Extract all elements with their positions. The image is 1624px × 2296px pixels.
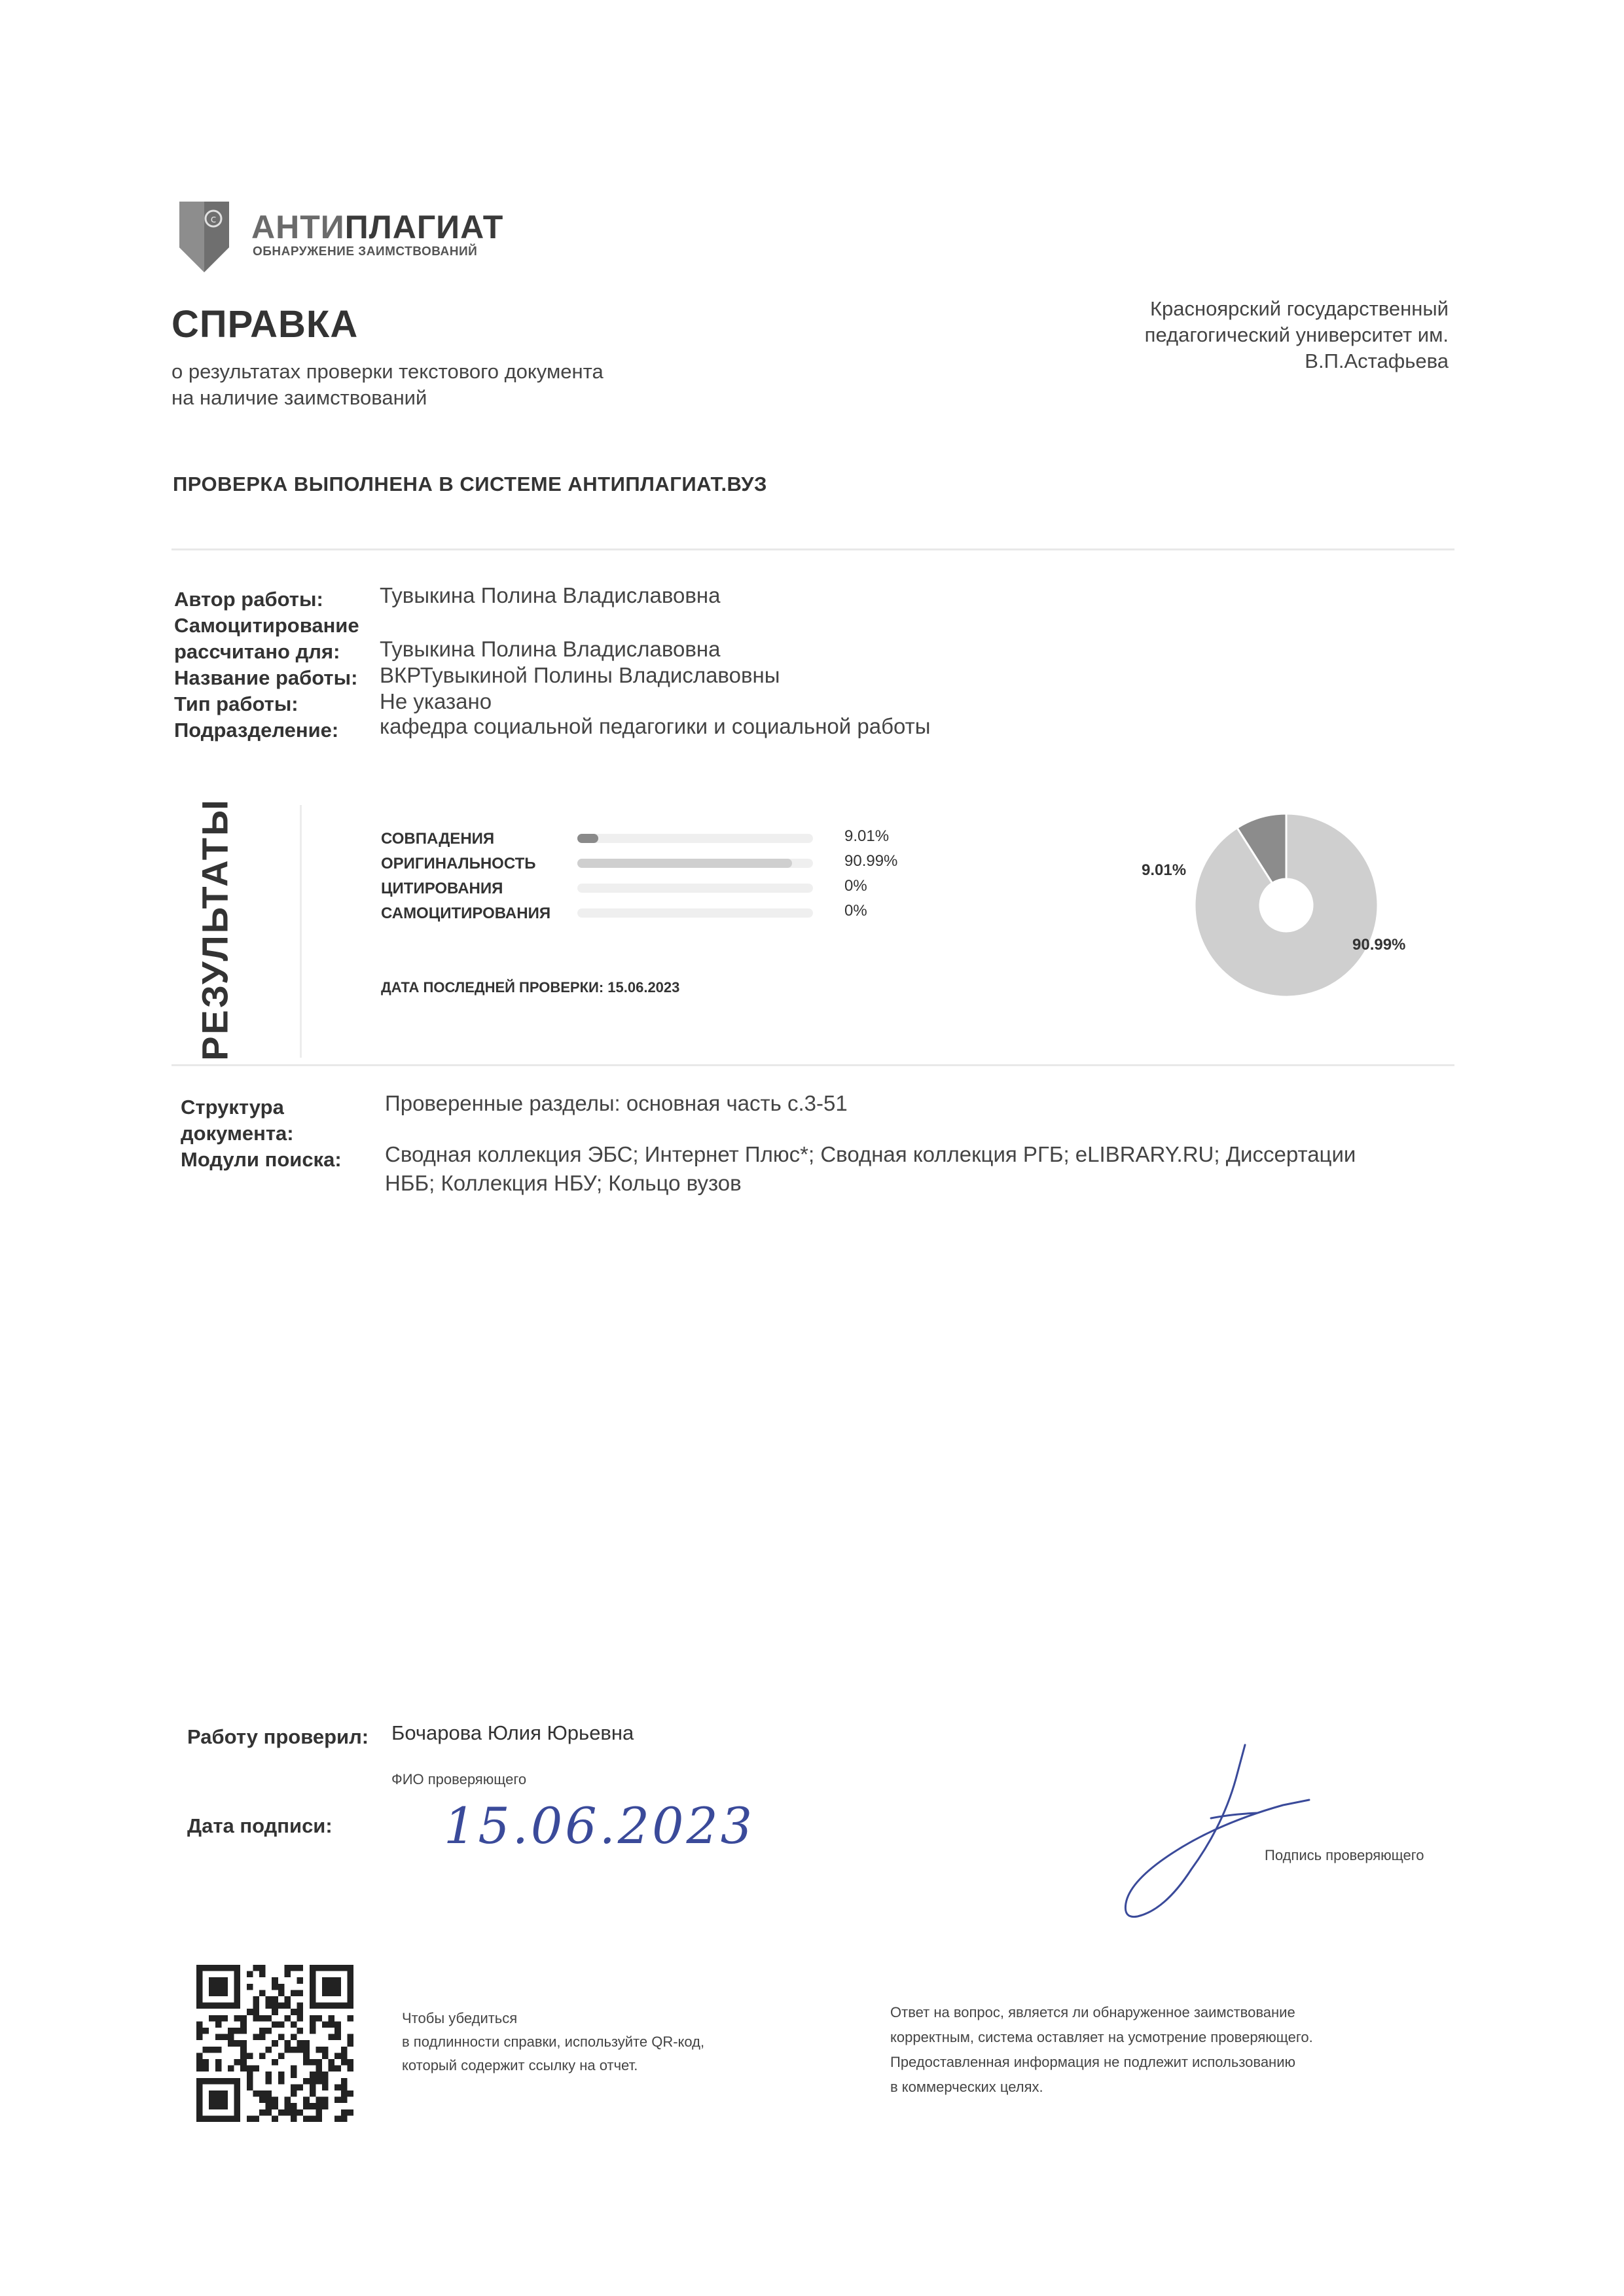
result-label-matches: СОВПАДЕНИЯ [381, 830, 495, 848]
result-bar-fill-matches [577, 834, 598, 843]
signature-caption: Подпись проверяющего [1265, 1847, 1424, 1863]
modules-line: НББ; Коллекция НБУ; Кольцо вузов [385, 1171, 742, 1195]
result-bar-originality [577, 859, 813, 868]
verification-qr-code[interactable] [196, 1965, 353, 2122]
organization-name [977, 296, 1449, 374]
fio-caption: ФИО проверяющего [391, 1771, 527, 1787]
qr-note [402, 2007, 860, 2077]
qr-note-line: который содержит ссылку на отчет. [402, 2057, 638, 2073]
modules-label: Модули поиска: [181, 1148, 342, 1171]
organization-line: В.П.Астафьева [1305, 350, 1449, 372]
brand-name [251, 208, 503, 246]
work-type-label: Тип работы: [174, 692, 298, 715]
disclaimer-line: Предоставленная информация не подлежит использованию [890, 2054, 1295, 2070]
results-donut-chart [1191, 810, 1381, 1000]
handwritten-date-text: 15.06.2023 [444, 1797, 755, 1855]
document-subtitle [171, 359, 761, 411]
checker-name: Бочарова Юлия Юрьевна [391, 1721, 634, 1744]
subtitle-line: на наличие заимствований [171, 386, 427, 409]
result-value-matches: 9.01% [844, 827, 890, 845]
brand-tagline: ОБНАРУЖЕНИЕ ЗАИМСТВОВАНИЙ [253, 245, 478, 259]
disclaimer [890, 2000, 1479, 2100]
result-bar-matches [577, 834, 813, 843]
department-value: кафедра социальной педагогики и социальной работы [380, 714, 931, 738]
document-title: СПРАВКА [171, 303, 359, 346]
result-value-citations: 0% [844, 877, 867, 895]
pie-label-matches: 9.01% [1142, 861, 1187, 879]
result-bar-citations [577, 884, 813, 893]
brand-name-bold: ПЛАГИАТ [344, 209, 504, 245]
author-value: Тувыкина Полина Владиславовна [380, 583, 721, 607]
results-separator [300, 805, 302, 1058]
divider [171, 548, 1454, 550]
author-label: Автор работы: [174, 588, 323, 611]
signature-mark [1067, 1741, 1316, 1931]
result-label-originality: ОРИГИНАЛЬНОСТЬ [381, 855, 536, 872]
result-label-selfcitations: САМОЦИТИРОВАНИЯ [381, 905, 551, 922]
work-title-label: Название работы: [174, 666, 358, 689]
modules-line: Сводная коллекция ЭБС; Интернет Плюс*; Сводная коллекция РГБ; eLIBRARY.RU; Диссертации [385, 1142, 1356, 1166]
brand-name-light: АНТИ [251, 209, 345, 245]
last-check-date: ДАТА ПОСЛЕДНЕЙ ПРОВЕРКИ: 15.06.2023 [381, 979, 680, 996]
qr-note-line: в подлинности справки, используйте QR-код, [402, 2034, 705, 2050]
disclaimer-line: в коммерческих целях. [890, 2079, 1043, 2095]
structure-value: Проверенные разделы: основная часть с.3-51 [385, 1091, 848, 1115]
structure-label: документа: [181, 1122, 294, 1145]
disclaimer-line: Ответ на вопрос, является ли обнаруженное заимствование [890, 2004, 1295, 2020]
qr-note-line: Чтобы убедиться [402, 2010, 518, 2026]
selfcite-label: Самоцитирование [174, 614, 359, 637]
subtitle-line: о результатах проверки текстового документа [171, 360, 604, 383]
disclaimer-line: корректным, система оставляет на усмотрение проверяющего. [890, 2029, 1313, 2045]
results-heading: РЕЗУЛЬТАТЫ [194, 798, 236, 1061]
organization-line: педагогический университет им. [1144, 323, 1449, 346]
handwritten-date [437, 1793, 778, 1859]
system-note: ПРОВЕРКА ВЫПОЛНЕНА В СИСТЕМЕ АНТИПЛАГИАТ.ВУЗ [173, 473, 767, 495]
selfcite-label: рассчитано для: [174, 640, 340, 663]
selfcite-value: Тувыкина Полина Владиславовна [380, 637, 721, 661]
organization-line: Красноярский государственный [1149, 297, 1449, 320]
svg-text:c: c [210, 213, 217, 225]
pie-slice-original [1195, 814, 1378, 997]
divider [171, 1064, 1454, 1066]
antiplagiat-logo-icon [177, 196, 232, 275]
pie-label-original: 90.99% [1352, 936, 1406, 954]
checked-by-label: Работу проверил: [187, 1725, 369, 1748]
structure-label: Структура [181, 1096, 284, 1119]
result-value-originality: 90.99% [844, 852, 898, 870]
modules-value [385, 1140, 1445, 1198]
work-title-value: ВКРТувыкиной Полины Владиславовны [380, 663, 780, 687]
result-label-citations: ЦИТИРОВАНИЯ [381, 880, 503, 897]
result-value-selfcitations: 0% [844, 902, 867, 920]
sign-date-label: Дата подписи: [187, 1814, 333, 1837]
work-type-value: Не указано [380, 689, 492, 713]
result-bar-fill-originality [577, 859, 792, 868]
department-label: Подразделение: [174, 719, 339, 742]
result-bar-selfcitations [577, 908, 813, 918]
